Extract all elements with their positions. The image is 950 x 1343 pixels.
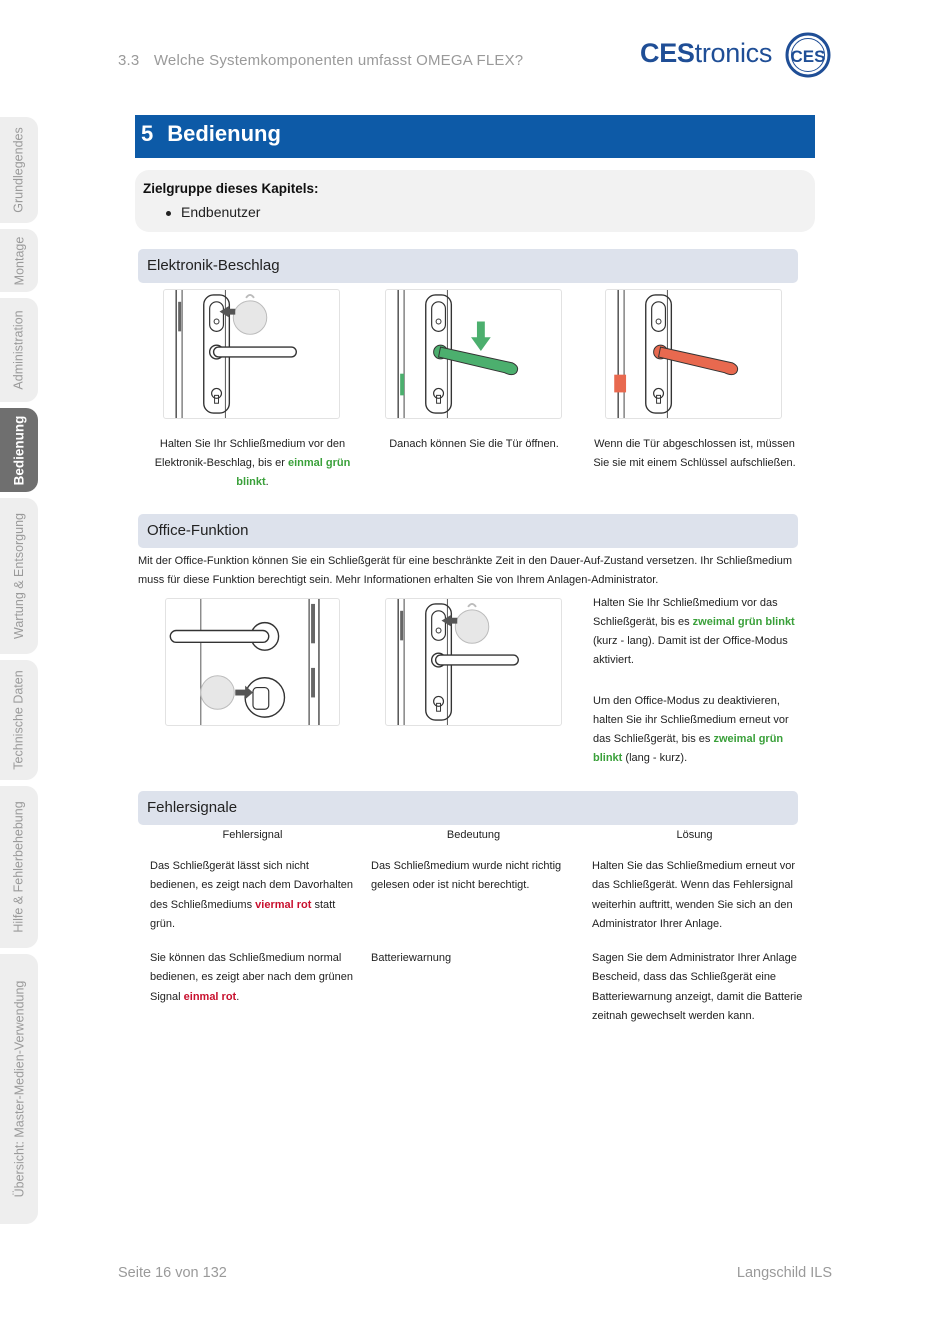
- cestronics-logo: [640, 30, 840, 80]
- door-fitting-drawing: [164, 290, 339, 418]
- col-head-meaning: Bedeutung: [446, 829, 501, 841]
- error-row-1-solution: Halten Sie das Schließmedium erneut vor das Schließgerät. Wenn das Fehlersignal weiterhin auftritt, wenden Sie sich an den Administrator Ihrer Anlage.: [592, 860, 795, 930]
- office-activate-text: Halten Sie Ihr Schließmedium vor das Schließgerät, bis es zweimal grün blinkt (kurz - lang). Damit ist der Office-Modus aktiviert.: [593, 597, 795, 666]
- door-fitting-red-drawing: [606, 290, 781, 418]
- target-group-box: [135, 170, 815, 232]
- side-tab-bedienung[interactable]: Bedienung: [0, 408, 38, 492]
- highlight-twice-green-activate: zweimal grün blinkt: [692, 616, 795, 628]
- target-group-item: Endbenutzer: [181, 204, 807, 220]
- highlight-four-red: viermal rot: [255, 898, 312, 911]
- office-deactivate-text: Um den Office-Modus zu deaktivieren, halten Sie ihr Schließmedium erneut vor das Schließgerät, bis es zweimal grün blinkt (lang - kurz).: [593, 695, 789, 764]
- footer-product-name: Langschild ILS: [736, 1265, 832, 1281]
- caption-hold-medium: Halten Sie Ihr Schließmedium vor den Elektronik-Beschlag, bis er einmal grün blinkt.: [154, 438, 351, 488]
- caption-locked-door: Wenn die Tür abgeschlossen ist, müssen Sie sie mit einem Schlüssel aufschließen.: [593, 438, 796, 469]
- door-fitting-green-drawing: [386, 290, 561, 418]
- chapter-number: 5: [141, 121, 154, 146]
- chapter-heading: [135, 115, 815, 158]
- side-tab-hilfe-fehlerbehebung[interactable]: Hilfe & Fehlerbehebung: [0, 786, 38, 948]
- target-group-title: Zielgruppe dieses Kapitels:: [143, 181, 319, 196]
- col-head-solution: Lösung: [676, 829, 713, 841]
- svg-text:CES: CES: [790, 47, 826, 66]
- door-knob-drawing: [166, 599, 339, 725]
- header-section-title: Welche Systemkomponenten umfasst OMEGA FLEX?: [153, 52, 524, 69]
- error-row-2-meaning: Batteriewarnung: [371, 952, 452, 964]
- side-tab-administration[interactable]: Administration: [0, 298, 38, 402]
- chapter-title: Bedienung: [167, 121, 281, 146]
- side-tab-technische-daten[interactable]: Technische Daten: [0, 660, 38, 780]
- error-row-2-signal: Sie können das Schließmedium normal bedienen, es zeigt aber nach dem grünen Signal einmal rot.: [150, 952, 354, 1003]
- section-heading-office: Office-Funktion: [138, 514, 798, 548]
- illustration-locked-door: [605, 289, 782, 419]
- highlight-once-green: einmal grün blinkt: [236, 457, 351, 488]
- illustration-hold-medium: [163, 289, 340, 419]
- logo-wordmark: CEStronics: [640, 38, 773, 68]
- error-row-1-signal: Das Schließgerät lässt sich nicht bedienen, es zeigt nach dem Davorhalten des Schließmediums viermal rot statt grün.: [150, 860, 354, 930]
- header-section-number: 3.3: [118, 52, 140, 69]
- footer-page-number: Seite 16 von 132: [118, 1265, 227, 1281]
- section-heading-beschlag: Elektronik-Beschlag: [138, 249, 798, 283]
- side-tab-montage[interactable]: Montage: [0, 229, 38, 292]
- office-intro: Mit der Office-Funktion können Sie ein Schließgerät für eine beschränkte Zeit in den Dauer-Auf-Zustand versetzen. Ihr Schließmedium muss für diese Funktion berechtigt sein. Mehr Informationen erhalten Sie von Ihrem Anlagen-Administrator.: [138, 555, 793, 586]
- illustration-office-knob: [165, 598, 340, 726]
- error-row-2-solution: Sagen Sie dem Administrator Ihrer Anlage Bescheid, dass das Schließgerät eine Batteriewarnung anzeigt, damit die Batterie zeitnah gewechselt werden kann.: [592, 952, 803, 1022]
- header-breadcrumb: [118, 52, 523, 69]
- illustration-open-door: [385, 289, 562, 419]
- error-row-1-meaning: Das Schließmedium wurde nicht richtig gelesen oder ist nicht berechtigt.: [371, 860, 562, 892]
- ces-seal-icon: [785, 32, 831, 78]
- section-heading-errors: Fehlersignale: [138, 791, 798, 825]
- illustration-office-fitting: [385, 598, 562, 726]
- side-tab-grundlegendes[interactable]: Grundlegendes: [0, 117, 38, 223]
- col-head-signal: Fehlersignal: [222, 829, 283, 841]
- caption-open-door: Danach können Sie die Tür öffnen.: [389, 438, 559, 450]
- side-tab-master-medien[interactable]: Übersicht: Master-Medien-Verwendung: [0, 954, 38, 1224]
- door-fitting-office-drawing: [386, 599, 561, 725]
- highlight-twice-green-deactivate: zweimal grün blinkt: [593, 733, 784, 764]
- highlight-once-red: einmal rot: [183, 990, 237, 1003]
- side-tab-wartung-entsorgung[interactable]: Wartung & Entsorgung: [0, 498, 38, 654]
